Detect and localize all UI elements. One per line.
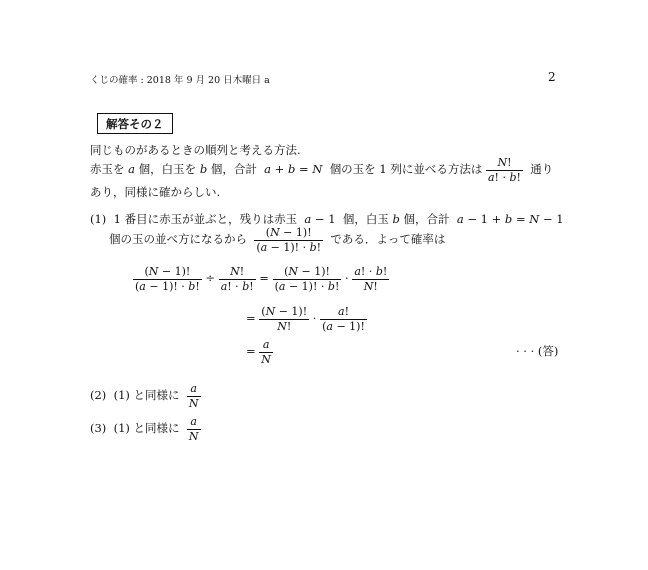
fraction-n-over-ab: $\frac{N!}{a! \cdot b!}$ <box>487 156 521 184</box>
equation-line-2: = $\frac{(N - 1)!}{N!}$ · $\frac{a!}{(a - 1)!}$ <box>246 305 365 333</box>
equation-line-1: $\frac{(N - 1)!}{(a - 1)! \cdot b!}$ ÷ $\frac{N!}{a! \cdot b!}$ = $\frac{(N - 1)!}{(a - 1)! \cdot b!}$ · $\frac{a! \cdot b!}{N!}$ <box>135 265 388 293</box>
item1-line-1: (1) 1 番目に赤玉が並ぶと，残りは赤玉 a − 1 個，白玉 b 個，合計 a − 1 + b = N − 1 <box>90 212 564 226</box>
item-text: 1 番目に赤玉が並ぶと，残りは赤玉 <box>113 212 298 226</box>
intro-text: 赤玉を <box>90 162 125 176</box>
intro-line-3: あり，同様に確からしい. <box>90 185 221 199</box>
item-text: (1) と同様に <box>113 388 180 402</box>
intro-text: 個，白玉を <box>138 162 197 176</box>
fraction-a-over-n: $\frac{a}{N}$ <box>188 382 199 410</box>
item2 <box>90 381 201 409</box>
item-text: 個，合計 <box>403 212 450 226</box>
item-label: (2) <box>90 388 107 402</box>
intro-line-2: 赤玉を a 個，白玉を b 個，合計 a + b = N 個の玉を 1 列に並べる方法は $\frac{N!}{a! \cdot b!}$ 通り <box>90 156 554 184</box>
fraction-n1-over-a1b: $\frac{(N - 1)!}{(a - 1)! \cdot b!}$ <box>256 226 322 254</box>
intro-text: 個，合計 <box>210 162 257 176</box>
page-number: 2 <box>548 70 556 84</box>
fraction: $\frac{(N - 1)!}{N!}$ <box>261 305 308 333</box>
intro-line-1: 同じものがあるときの順列と考える方法. <box>90 143 301 157</box>
item-text: 個の玉の並べ方になるから <box>109 232 247 246</box>
fraction: $\frac{(N - 1)!}{(a - 1)! \cdot b!}$ <box>274 265 340 293</box>
intro-text: 通り <box>530 162 554 176</box>
item-text: (1) と同様に <box>113 421 180 435</box>
fraction-a-over-n: $\frac{a}{N}$ <box>261 338 271 366</box>
item3 <box>90 414 201 442</box>
item-text: 個，白玉 <box>342 212 389 226</box>
fraction-a-over-n: $\frac{a}{N}$ <box>188 415 199 443</box>
item-text: である．よって確率は <box>330 232 446 246</box>
item1-line-2 <box>109 224 445 254</box>
equation-line-3: = $\frac{a}{N}$ <box>246 338 271 366</box>
section-title: 解答その２ <box>97 113 173 134</box>
item-label: (1) <box>90 212 107 226</box>
answer-mark: · · · (答) <box>516 344 559 358</box>
fraction: $\frac{a! \cdot b!}{N!}$ <box>354 265 388 293</box>
fraction: $\frac{a!}{(a - 1)!}$ <box>322 305 365 333</box>
fraction: $\frac{N!}{a! \cdot b!}$ <box>220 265 254 293</box>
intro-text: 個の玉を 1 列に並べる方法は <box>329 162 483 176</box>
fraction: $\frac{(N - 1)!}{(a - 1)! \cdot b!}$ <box>135 265 200 293</box>
header-title: くじの確率 : 2018 年 9 月 20 日木曜日 a <box>90 75 270 86</box>
item-label: (3) <box>90 421 107 435</box>
